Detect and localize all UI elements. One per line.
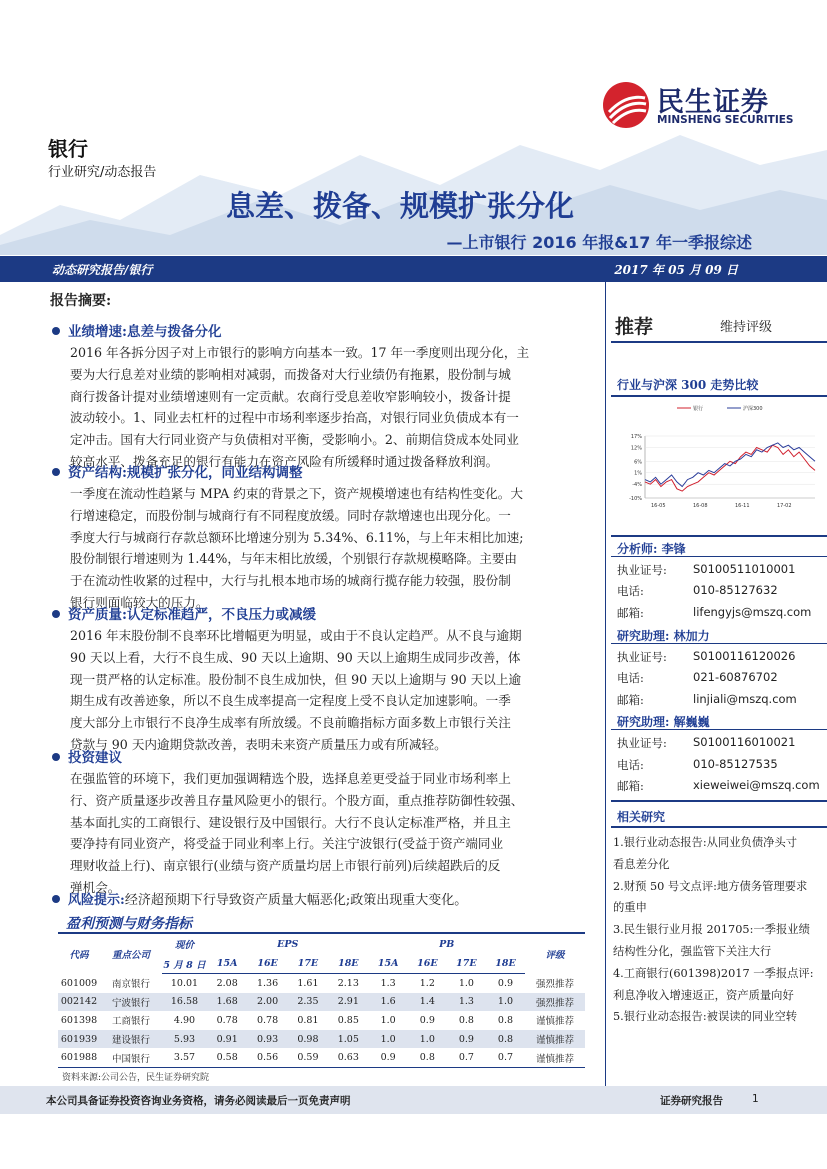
chart-title: 行业与沪深 300 走势比较 (617, 378, 759, 392)
related-item[interactable]: 结构性分化，强监管下关注大行 (613, 944, 772, 958)
financial-table: 代码 重点公司 现价 EPS PB 评级 5 月 8 日 15A 16E 17E 18E 15A 16E 17E 18E 601009 南京银行 10.01 2.08 1.36 1.61 2.13 1.3 1.2 1.0 0.9 强烈推荐 002142 宁波银行 16.58 1.68 2.00 2.35 2.91 1.6 1.4 1.3 1.0 强烈推荐 601398 工商银行 4.90 0.78 0.78 0.81 0.85 1.0 0.9 0.8 0.8 谨慎推荐 601939 建设银行 5.93 0.91 0.93 0.98 1.05 1.0 1.0 0.9 0.8 谨慎推荐 601988 中国银行 3.57 0.58 0.56 0.59 0.63 0.9 0.8 0.7 0.7 谨慎推荐 (58, 932, 585, 1068)
related-item[interactable]: 看息差分化 (613, 857, 670, 871)
logo-text-en: MINSHENG SECURITIES (657, 114, 794, 126)
email-link[interactable]: lifengyjs@mszq.com (693, 605, 812, 619)
section-paragraph: 2016 年各拆分因子对上市银行的影响方向基本一致。17 年一季度则出现分化，主 要为大行息差对业绩的影响相对减弱，而拨备对大行业绩仍有拖累，股份制与城 商行拨备计提对业绩增速则有一定贡献。农商行受息差收窄影响较小，拨备计提 波动较小。1、同业去杠杆的过程中市场利率逐步抬高，对银行同业负债成本有一 定冲击。国有大行同业资产与负债相对平衡，受影响小。2、前期信贷成本处同业 较高水平、拨备充足的银行有能力在资产风险有所缓释时通过拨备释放利润。 (70, 345, 530, 469)
col-eps: EPS (277, 938, 299, 950)
related-item[interactable]: 的重申 (613, 901, 647, 915)
divider (611, 395, 827, 397)
divider (611, 826, 827, 828)
analyst-heading: 研究助理: 林加力 (617, 629, 710, 643)
col-code: 代码 (69, 949, 89, 961)
y-tick-label: 1% (634, 470, 642, 477)
rating-label: 维持评级 (720, 320, 773, 335)
report-title: 息差、拨备、规模扩张分化 (225, 189, 574, 223)
bullet-icon (52, 327, 60, 335)
section-heading: 投资建议 (52, 746, 122, 766)
col-rating: 评级 (545, 949, 565, 961)
table-row: 601398 工商银行 4.90 0.78 0.78 0.81 0.85 1.0 0.9 0.8 0.8 谨慎推荐 (60, 1014, 574, 1028)
table-row: 601009 南京银行 10.01 2.08 1.36 1.61 2.13 1.3 1.2 1.0 0.9 强烈推荐 (60, 977, 574, 991)
email-label: 邮箱: (617, 779, 644, 793)
cert-number: S0100116120026 (693, 649, 796, 663)
table-row: 002142 宁波银行 16.58 1.68 2.00 2.35 2.91 1.6 1.4 1.3 1.0 强烈推荐 (58, 993, 585, 1012)
y-tick-label: 12% (630, 445, 642, 452)
analyst-heading: 分析师: 李锋 (617, 542, 686, 556)
table-title: 盈利预测与财务指标 (66, 916, 192, 932)
bullet-icon (52, 753, 60, 761)
email-link[interactable]: xieweiwei@mszq.com (693, 778, 820, 792)
cert-label: 执业证号: (617, 563, 667, 577)
report-category: 动态研究报告/银行 (52, 263, 153, 277)
related-list (613, 832, 827, 1028)
cert-number: S0100511010001 (693, 562, 796, 576)
divider (611, 729, 827, 730)
report-date: 2017 年 05 月 09 日 (614, 263, 738, 277)
footer-label: 证券研究报告 (660, 1095, 723, 1107)
phone-number: 021-60876702 (693, 670, 778, 684)
risk-warning: 风险提示:经济超预期下行导致资产质量大幅恶化;政策出现重大变化。 (52, 889, 467, 908)
legend-hs300-label: 沪深300 (743, 406, 763, 412)
bullet-icon (52, 610, 60, 618)
footer-disclaimer: 本公司具备证券投资咨询业务资格，请务必阅读最后一页免责声明 (46, 1095, 351, 1107)
y-tick-label: -4% (632, 482, 642, 489)
column-divider (605, 282, 606, 1087)
abstract-heading: 报告摘要: (50, 293, 112, 309)
bullet-icon (52, 895, 60, 903)
table-source: 资料来源:公司公告，民生证券研究院 (62, 1073, 210, 1083)
report-subtitle: —上市银行 2016 年报&17 年一季报综述 (446, 233, 752, 252)
related-item[interactable]: 利息净收入增速返正，资产质量向好 (613, 988, 794, 1002)
section-heading: 资产结构:规模扩张分化，同业结构调整 (52, 461, 302, 481)
col-price-date: 5 月 8 日 (162, 954, 207, 974)
divider (611, 535, 827, 537)
report-type: 行业研究/动态报告 (48, 165, 157, 180)
section-heading: 资产质量:认定标准趋严，不良压力或减缓 (52, 603, 316, 623)
section-heading: 业绩增速:息差与拨备分化 (52, 320, 221, 340)
col-pb: PB (439, 938, 455, 950)
divider (611, 800, 827, 802)
recommendation: 推荐 (615, 316, 654, 338)
trend-chart (615, 400, 820, 520)
x-tick-label: 16-05 (651, 503, 666, 509)
industry-label: 银行 (48, 137, 88, 161)
phone-label: 电话: (617, 671, 644, 685)
x-tick-label: 16-08 (693, 503, 708, 509)
related-item[interactable]: 3.民生银行业月报 201705:一季报业绩 (613, 923, 810, 937)
section-paragraph: 在强监管的环境下，我们更加强调精选个股，选择息差更受益于同业市场利率上 行、资产质量逐步改善且存量风险更小的银行。个股方面，重点推荐防御性较强、 基本面扎实的工商银行、建设银行及中国银行。大行不良认定标准严格，并且主 要净持有同业资产，将受益于同业利率上行。关注宁波银行(受益于资产端同业 理财收益上行)、南京银行(业绩与资产质量均居上市银行前列)后续超跌后的反 弹机会。 (70, 771, 524, 895)
related-item[interactable]: 2.财预 50 号文点评:地方债务管理要求 (613, 879, 808, 893)
divider (611, 643, 827, 644)
analyst-heading: 研究助理: 解巍巍 (617, 715, 710, 729)
section-paragraph: 2016 年末股份制不良率环比增幅更为明显，或由于不良认定趋严。从不良与逾期 90 天以上看，大行不良生成、90 天以上逾期、90 天以上逾期生成同步改善，体 现一贯严格的认定标准。股份制不良生成加快，但 90 天以上逾期与 90 天以上逾 期生成有改善迹象，所以不良生成率提高一定程度上受不良认定加速影响。一季 度大部分上市银行不良净生成率有所放缓。不良前瞻指标方面多数上市银行关注 贷款与 90 天内逾期贷款改善，表明未来资产质量压力或有所减轻。 (70, 628, 522, 752)
table-row: 601988 中国银行 3.57 0.58 0.56 0.59 0.63 0.9 0.8 0.7 0.7 谨慎推荐 (58, 1048, 585, 1067)
email-label: 邮箱: (617, 693, 644, 707)
phone-label: 电话: (617, 584, 644, 598)
table-row: 601939 建设银行 5.93 0.91 0.93 0.98 1.05 1.0 1.0 0.9 0.8 谨慎推荐 (58, 1030, 585, 1049)
x-tick-label: 17-02 (777, 503, 792, 509)
logo-text-cn: 民生证券 (657, 87, 769, 118)
phone-number: 010-85127535 (693, 757, 778, 771)
col-company: 重点公司 (111, 949, 150, 961)
cert-label: 执业证号: (617, 650, 667, 664)
related-item[interactable]: 4.工商银行(601398)2017 一季报点评: (613, 966, 814, 980)
cert-number: S0100116010021 (693, 735, 796, 749)
divider (611, 556, 827, 557)
page-number: 1 (752, 1093, 759, 1105)
email-label: 邮箱: (617, 606, 644, 620)
x-tick-label: 16-11 (735, 503, 750, 509)
related-item[interactable]: 1.银行业动态报告:从同业负债净头寸 (613, 836, 798, 849)
section-paragraph: 一季度在流动性趋紧与 MPA 约束的背景之下，资产规模增速也有结构性变化。大 行增速稳定，而股份制与城商行有不同程度放缓。同时存款增速也出现分化。一 季度大行与城商行存款总额环比增速分别为 5.34%、6.11%，与上年末相比加速; 股份制银行增速则为 1.44%，与年末相比放缓，个别银行存款规模略降。主要由 于在流动性收紧的过程中，大行与扎根本地市场的城商行揽存能力较强，股份制 银行则面临较大的压力。 (70, 486, 524, 610)
y-tick-label: 6% (634, 459, 642, 466)
cert-label: 执业证号: (617, 736, 667, 750)
col-price: 现价 (174, 940, 194, 951)
related-item[interactable]: 5.银行业动态报告:被误读的同业空转 (613, 1010, 798, 1024)
minsheng-logo-icon (601, 80, 651, 130)
y-tick-label: -10% (629, 496, 642, 502)
divider (611, 341, 827, 343)
email-link[interactable]: linjiali@mszq.com (693, 692, 797, 706)
related-heading: 相关研究 (617, 810, 666, 824)
legend-bank-label: 银行 (693, 406, 704, 412)
phone-label: 电话: (617, 758, 644, 772)
bullet-icon (52, 468, 60, 476)
phone-number: 010-85127632 (693, 583, 778, 597)
y-tick-label: 17% (630, 434, 642, 440)
